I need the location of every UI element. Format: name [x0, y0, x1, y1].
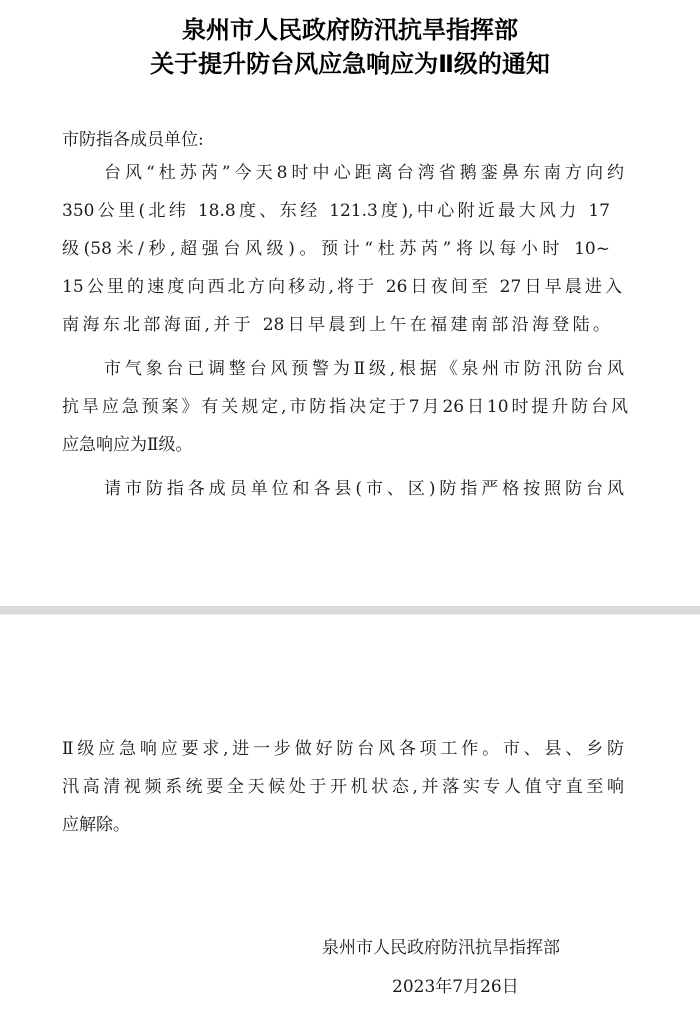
paragraph3-line: 请市防指各成员单位和各县(市、区)防指严格按照防台风	[104, 479, 624, 499]
paragraph2-line: 市气象台已调整台风预警为Ⅱ级,根据《泉州市防汛防台风	[104, 359, 624, 379]
salutation: 市防指各成员单位:	[62, 130, 204, 150]
page-divider	[0, 606, 700, 614]
paragraph1-line: 级(58米/秒,超强台风级)。预计“杜苏芮”将以每小时 10~	[62, 239, 610, 259]
page-divider-edge	[0, 614, 700, 615]
continued-line: 汛高清视频系统要全天候处于开机状态,并落实专人值守直至响	[62, 777, 624, 797]
signature: 泉州市人民政府防汛抗旱指挥部	[322, 938, 560, 958]
continued-line: 应解除。	[62, 815, 130, 835]
continued-line: Ⅱ级应急响应要求,进一步做好防台风各项工作。市、县、乡防	[62, 739, 624, 759]
paragraph1-line: 15公里的速度向西北方向移动,将于 26日夜间至 27日早晨进入	[62, 277, 622, 297]
paragraph2-line: 抗旱应急预案》有关规定,市防指决定于7月26日10时提升防台风	[62, 397, 628, 417]
issue-date: 2023年7月26日	[392, 977, 519, 997]
paragraph1-line: 台风“杜苏芮”今天8时中心距离台湾省鹅銮鼻东南方向约	[104, 163, 624, 183]
notice-title: 关于提升防台风应急响应为Ⅱ级的通知	[150, 50, 550, 78]
paragraph1-line: 南海东北部海面,并于 28日早晨到上午在福建南部沿海登陆。	[62, 315, 610, 335]
paragraph2-line: 应急响应为Ⅱ级。	[62, 435, 193, 455]
paragraph1-line: 350公里(北纬 18.8度、东经 121.3度),中心附近最大风力 17	[62, 201, 610, 221]
org-title: 泉州市人民政府防汛抗旱指挥部	[182, 16, 518, 44]
